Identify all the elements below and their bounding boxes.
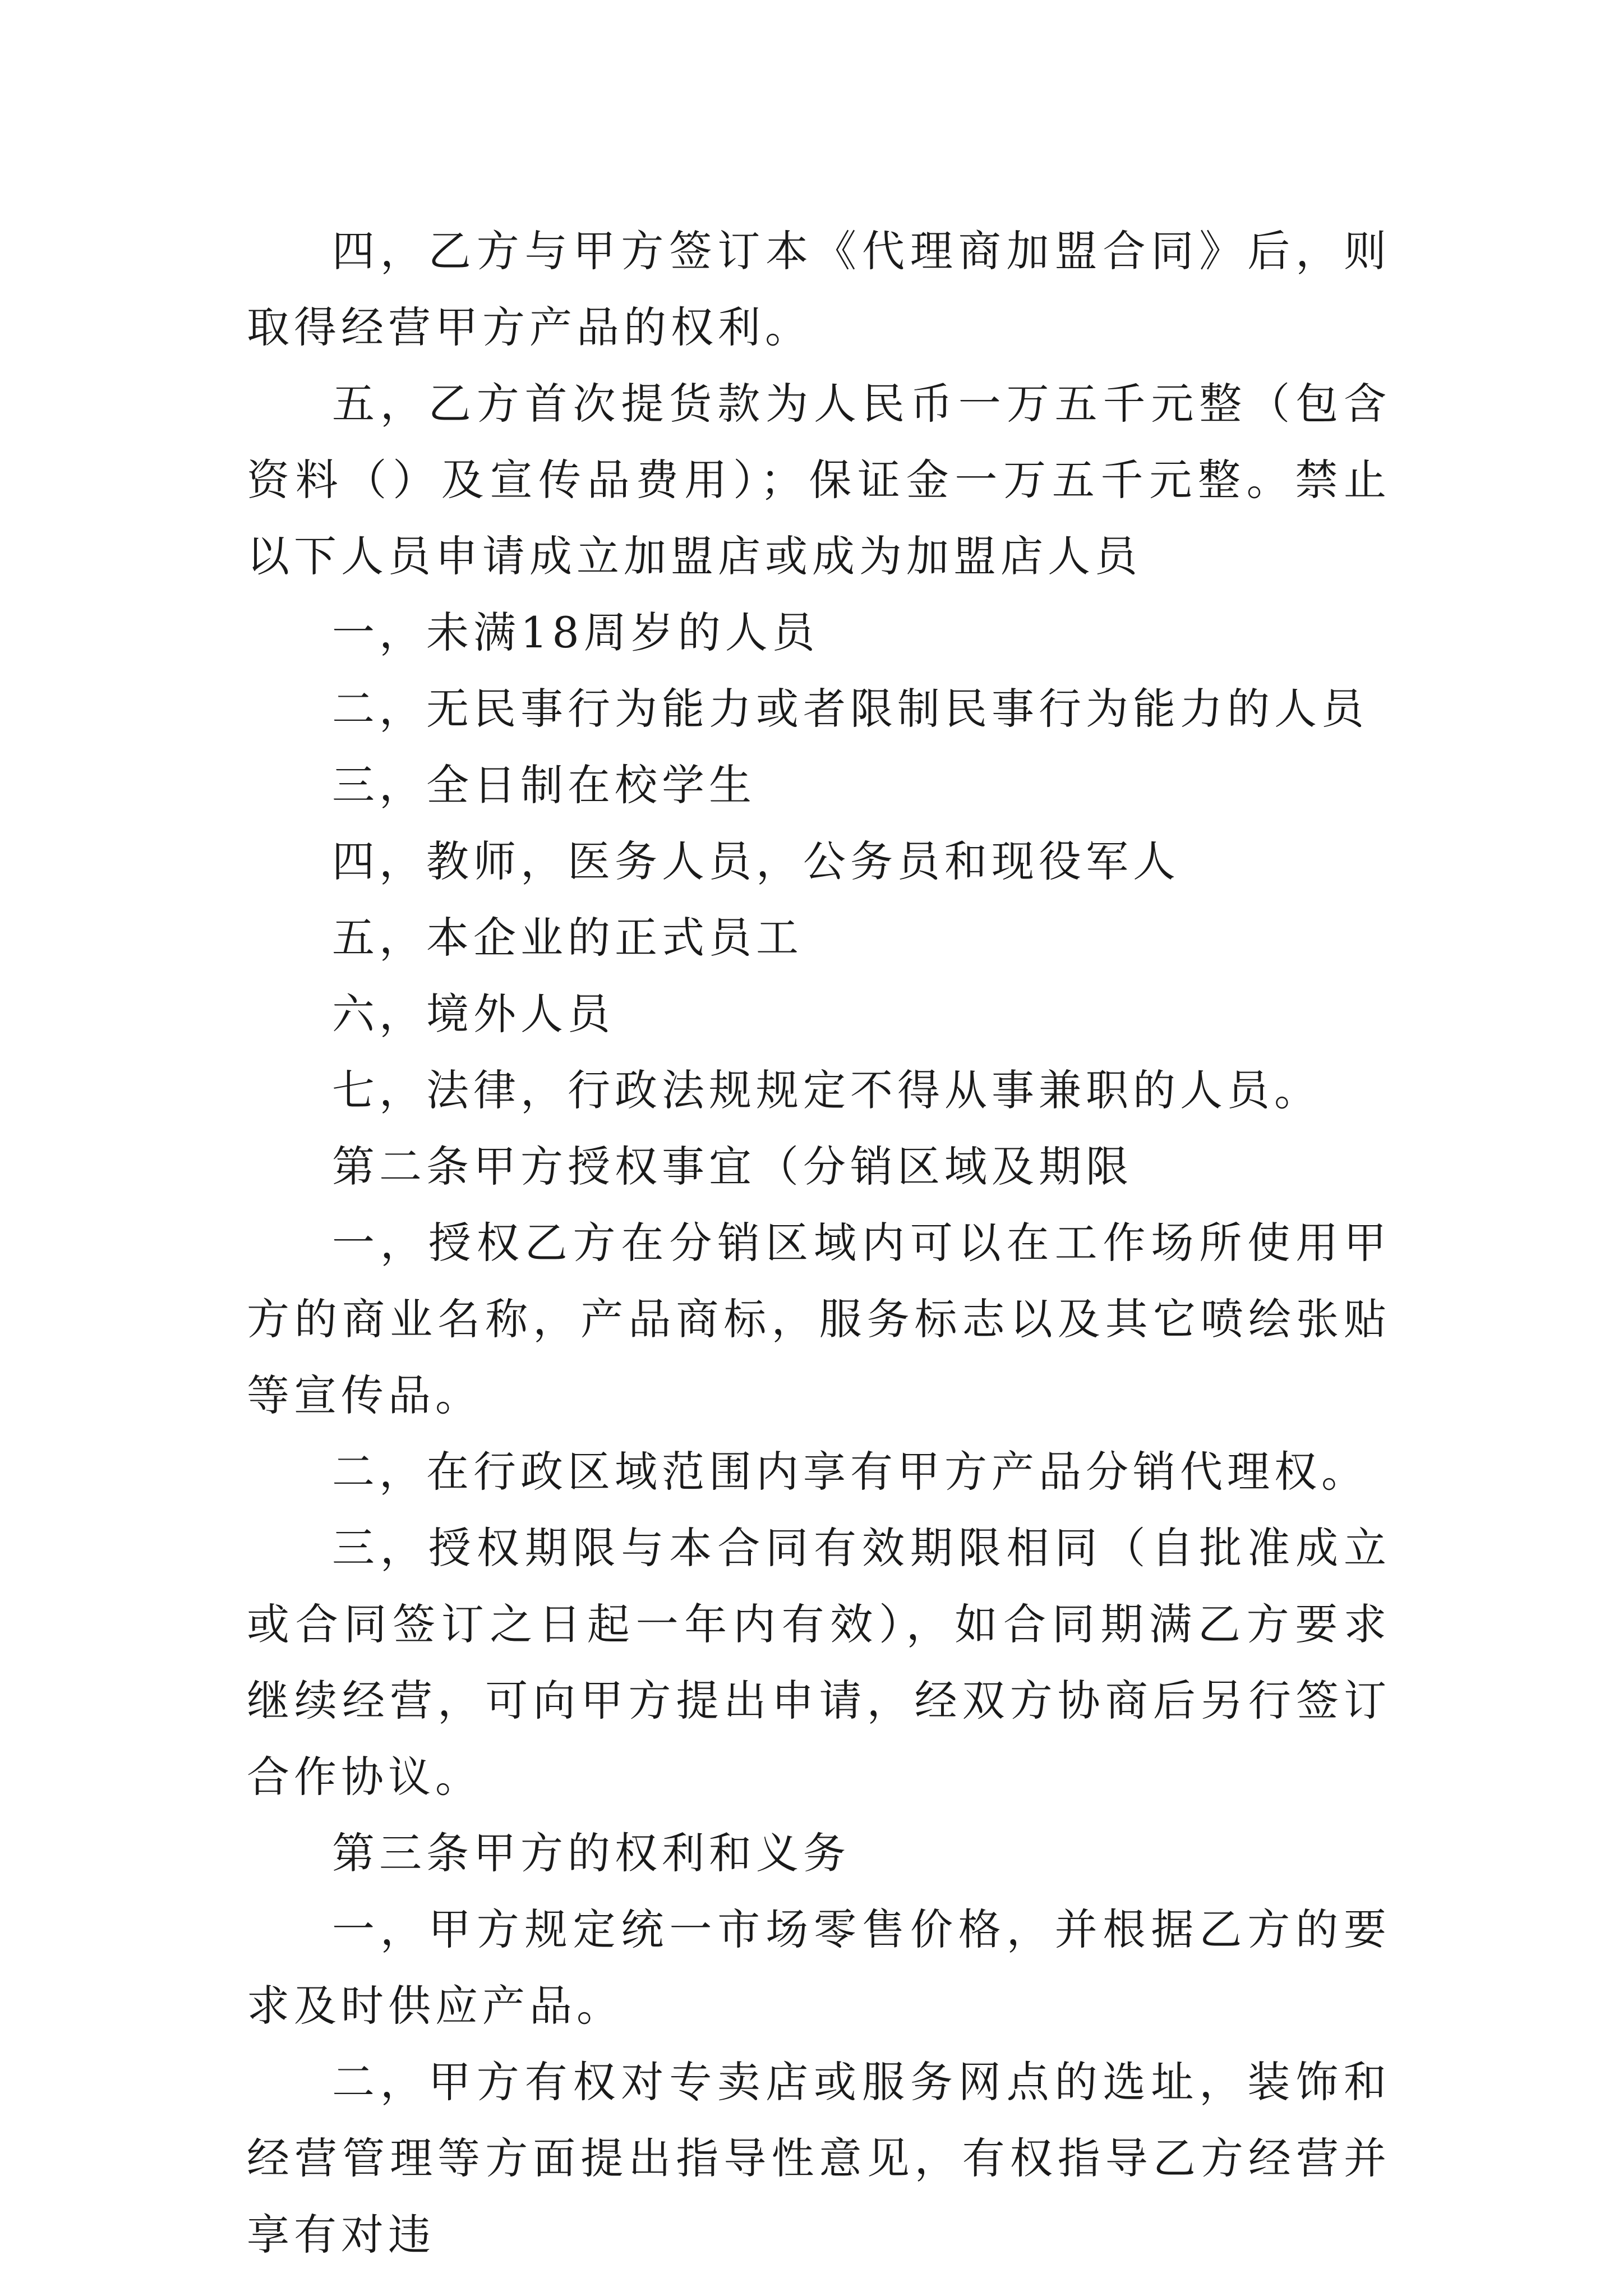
- paragraph-6: 一，甲方规定统一市场零售价格，并根据乙方的要求及时供应产品。: [247, 1904, 1391, 2031]
- list-item-5: 五，本企业的正式员工: [332, 913, 803, 963]
- list-item-2: 二，无民事行为能力或者限制民事行为能力的人员: [332, 684, 1368, 734]
- document-body: [247, 213, 1391, 2273]
- paragraph-2: 五，乙方首次提货款为人民币一万五千元整（包含资料（）及宣传品费用）；保证金一万五千元整。禁止以下人员申请成立加盟店或成为加盟店人员: [247, 379, 1391, 581]
- list-item-3: 三，全日制在校学生: [332, 760, 756, 810]
- list-item-4: 四，教师，医务人员，公务员和现役军人: [332, 836, 1180, 886]
- paragraph-7: 二，甲方有权对专卖店或服务网点的选址，装饰和经营管理等方面提出指导性意见，有权指导乙方经营并享有对违: [247, 2057, 1391, 2260]
- section-heading-3: 第三条甲方的权利和义务: [332, 1828, 850, 1878]
- paragraph-3: 一，授权乙方在分销区域内可以在工作场所使用甲方的商业名称，产品商标，服务标志以及其它喷绘张贴等宣传品。: [247, 1218, 1391, 1420]
- paragraph-1: 四，乙方与甲方签订本《代理商加盟合同》后，则取得经营甲方产品的权利。: [247, 226, 1391, 352]
- paragraph-4: 二，在行政区域范围内享有甲方产品分销代理权。: [332, 1447, 1368, 1497]
- list-item-7: 七，法律，行政法规规定不得从事兼职的人员。: [332, 1065, 1321, 1115]
- list-item-6: 六，境外人员: [332, 989, 615, 1039]
- list-item-1: 一，未满18周岁的人员: [332, 608, 819, 657]
- paragraph-5: 三，授权期限与本合同有效期限相同（自批准成立或合同签订之日起一年内有效），如合同期满乙方要求继续经营，可向甲方提出申请，经双方协商后另行签订合作协议。: [247, 1523, 1391, 1802]
- section-heading-2: 第二条甲方授权事宜（分销区域及期限: [332, 1142, 1133, 1191]
